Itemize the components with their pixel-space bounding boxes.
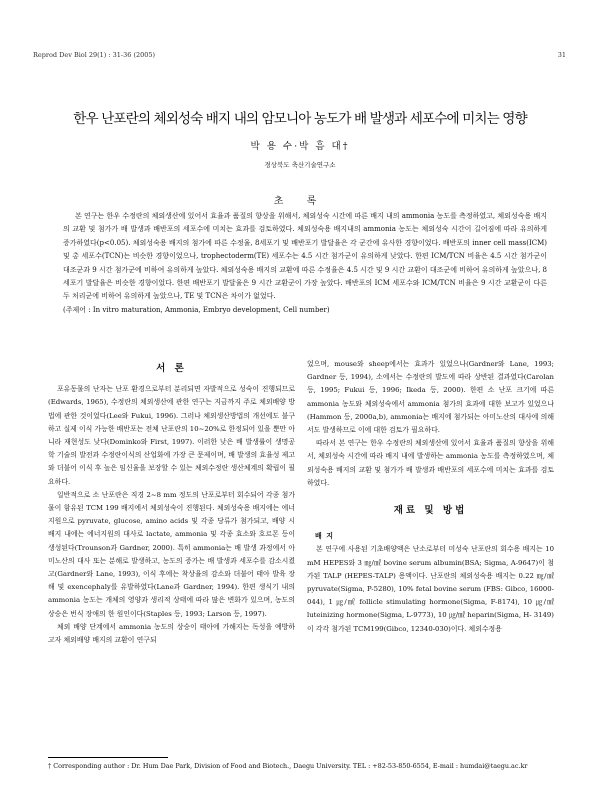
intro-heading: 서 론 (156, 363, 187, 374)
affiliation: 경상북도 축산기술연구소 (264, 161, 336, 169)
methods-heading: 재료 및 방법 (393, 505, 468, 517)
intro-paragraph-3-continued: 었으며, mouse와 sheep에서는 효과가 있었으나(Gardner와 Lane, 1993; Gardner 등, 1994), 소에서는 수정란의 발도에 따라 상반된 결과였다(Carolan 등, 1995; Fukui 등, 1996; Ikeda 등, 2000). 한편 소 난포 크기에 따른 ammonia 농도와 체외성숙에서 ammonia 첨가의 효과에 대한 보고가 있었으나(Hammon 등, 2000a,b), ammonia는 배지에 첨가되는 아미노산의 대사에 의해서도 발생하므로 이에 대한 검토가 필요하다. (307, 360, 554, 435)
page-number: 31 (557, 51, 566, 59)
abstract-heading: 초 록 (273, 196, 327, 207)
intro-paragraph-4: 따라서 본 연구는 한우 수정란의 체외생산에 있어서 효율과 품질의 향상을 위해서, 체외성숙 시간에 따라 배지 내에 발생하는 ammonia 농도를 측정하였으며, 체외성숙용 배지의 교환 및 첨가가 배 발생과 배반포의 세포수에 미치는 효과를 검토하였다. (307, 439, 554, 487)
medium-paragraph: 본 연구에 사용된 기초배양액은 난소로부터 미성숙 난포란의 회수용 배지는 10 mM HEPES와 3 ㎎/㎖ bovine serum albumin(BSA; Sigma, A-9647)이 첨가된 TALP (HEPES-TALP) 용액이다. 난포란의 체외성숙용 배지는 0.22 ㎎/㎖ pyruvate(Sigma, P-5280), 10% fetal bovine serum (FBS: Gibco, 16000-044), 1 ㎍/㎖ follicle stimulating hormone(Sigma, F-8174), 10 ㎍/㎖ luteinizing hormone(Sigma, L-9773), 10 ㎍/㎖ heparin(Sigma, H- 3149)이 각각 첨가된 TCM199(Gibco, 12340-030)이다. 체외수정용 (307, 545, 554, 633)
journal-citation: Reprod Dev Biol 29(1) : 31-36 (2005) (33, 51, 156, 59)
footnote-rule (48, 757, 168, 758)
medium-subheading: 배 지 (315, 531, 334, 541)
corresponding-author-footnote: † Corresponding author : Dr. Hum Dae Park, Division of Food and Biotech., Daegu University. TEL : +82-53-850-6554, E-mail : humdai@taegu.ac.kr (48, 762, 528, 770)
keywords: (주제어 : In vitro maturation, Ammonia, Embryo development, Cell number) (63, 305, 330, 314)
paper-title: 한우 난포란의 체외성숙 배지 내의 암모니아 농도가 배 발생과 세포수에 미치는 영향 (73, 111, 527, 127)
right-column (307, 358, 554, 636)
abstract (63, 210, 547, 317)
intro-paragraph-3: 체외 배양 단계에서 ammonia 농도의 상승이 태아에 가해지는 독성을 예방하고자 체외배양 배지의 교환이 연구되 (48, 622, 295, 645)
authors: 박 용 수·박 흠 대† (250, 141, 350, 152)
intro-paragraph-2: 일반적으로 소 난포란은 직경 2~8 mm 정도의 난포로부터 회수되어 각종 첨가물이 함유된 TCM 199 배지에서 체외성숙이 진행된다. 체외성숙용 배지에는 에너지원으로 pyruvate, glucose, amino acids 및 각종 당류가 첨가되고, 배양 시 배지 내에는 에너지원의 대사로 lactate, ammonia 및 각종 효소와 호르몬 등이 생성된다(Trounson과 Gardner, 2000). 특히 ammonia는 배 발생 과정에서 아미노산의 대사 또는 분해로 발생하고, 농도의 증가는 배 발생과 세포수를 감소시켰고(Gardner와 Lane, 1993), 이식 후에는 착상율의 감소와 더불어 태아 발육 장해 및 exencephaly를 유발하였다(Lane과 Gardner, 1994). 한편 생식기 내의 ammonia 농도는 개체의 영양과 생리적 상태에 따라 많은 변화가 있으며, 농도의 상승은 번식 장애의 한 원인이다(Staples 등, 1993; Larson 등, 1997). (48, 490, 295, 618)
left-column (48, 362, 295, 647)
intro-paragraph-1: 포유동물의 난자는 난포 환경으로부터 분리되면 자발적으로 성숙이 진행되므로(Edwards, 1965), 수정란의 체외생산에 관한 연구는 지금까지 주로 체외배양 방법에 관한 것이었다(Lee와 Fukui, 1996). 그러나 체외생산방법의 개선에도 불구하고 실제 이식 가능한 배반포는 전체 난포란의 10~20%로 한정되어 있을 뿐만 아니라 재현성도 낮다(Dominko와 First, 1997). 이러한 낮은 배 발생률이 생명공학 기술의 발전과 수정란이식의 산업화에 가장 큰 문제이며, 배 발생의 효율성 제고와 더불어 이식 후 높은 임신율을 보장할 수 있는 체외수정란 생산체계의 확립이 필요하다. (48, 385, 295, 486)
abstract-body: 본 연구는 한우 수정란의 체외생산에 있어서 효율과 품질의 향상을 위해서, 체외성숙 시간에 따른 배지 내의 ammonia 농도를 측정하였고, 체외성숙용 배지의 교환 및 첨가가 배 발생과 배반포의 세포수에 미치는 효과를 검토하였다. 체외성숙용 배지내의 ammonia 농도는 체외성숙 시간이 길어짐에 따라 유의하게 증가하였다(p<0.05). 체외성숙용 배지의 첨가에 따른 수정율, 8세포기 및 배반포기 발달율은 각 군간에 유사한 경향이었다. 배반포의 inner cell mass(ICM) 및 총 세포수(TCN)는 비슷한 경향이었으나, trophectoderm(TE) 세포수는 4.5 시간 첨가군이 유의하게 낮았다. 한편 ICM/TCN 비율은 4.5 시간 첨가군이 대조군과 9 시간 첨가군에 비하여 유의하게 높았다. 체외성숙용 배지의 교환에 따른 수정율은 4.5 시간 및 9 시간 교환이 대조군에 비하여 유의하게 높았으나, 8세포기 발달율은 비슷한 경향이었다. 한편 배반포기 발달율은 9 시간 교환군이 가장 높았다. 배반포의 ICM 세포수와 ICM/TCN 비율은 9 시간 교환군이 다른 두 처리군에 비하여 유의하게 높았으나, TE 및 TCN은 차이가 없었다. (63, 212, 547, 301)
